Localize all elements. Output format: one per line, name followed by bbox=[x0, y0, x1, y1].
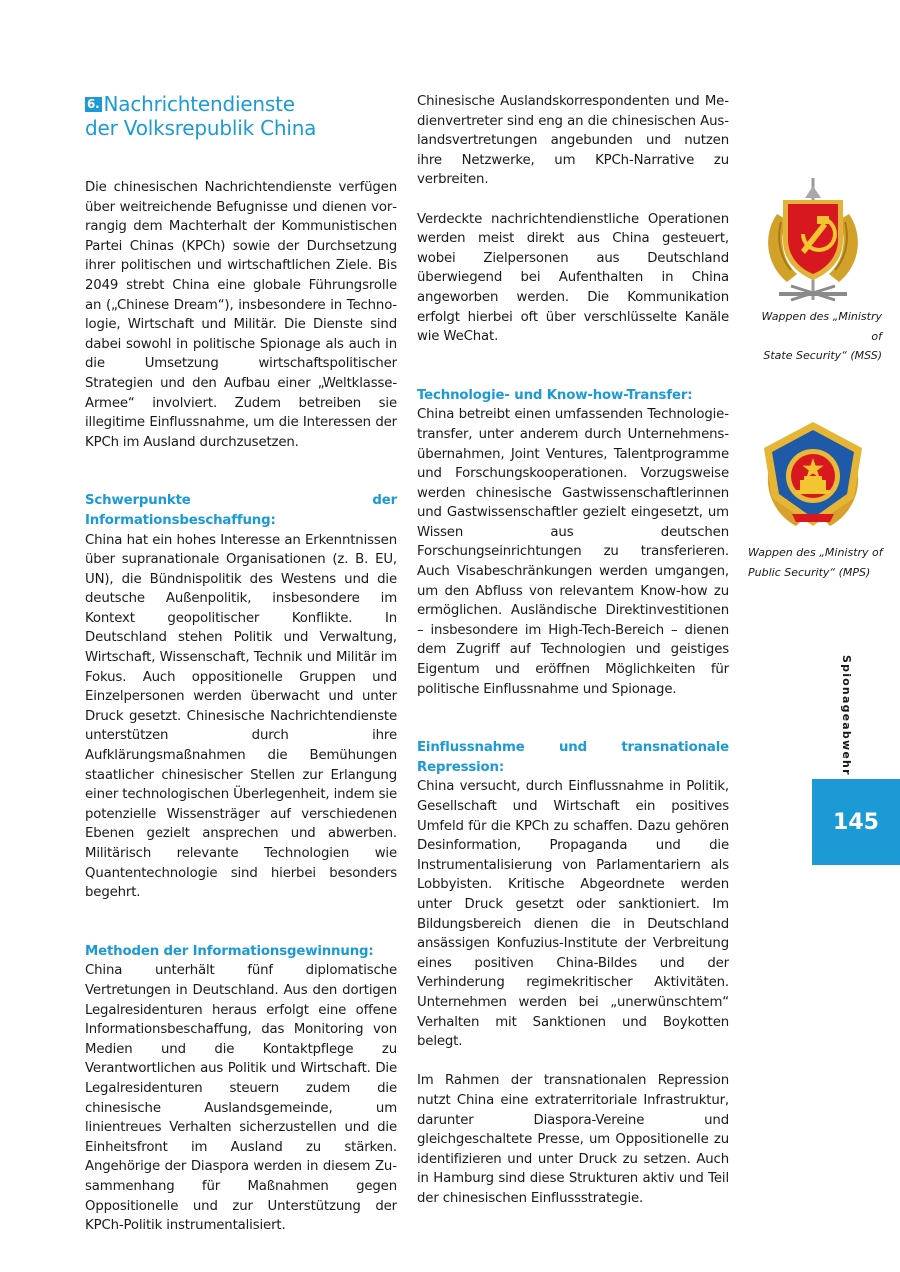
subheading-technologietransfer: Technologie- und Know-how-Transfer: bbox=[417, 387, 693, 403]
mps-caption-line2: Public Security“ (MPS) bbox=[748, 565, 871, 579]
paragraph-schwerpunkte: China hat ein hohes Interesse an Erkenntnissen über supranationale Organisationen (z. B. EU, UN), die Bündnispolitik des Westens und die deutsche Außenpolitik, insbesondere im Kontext geopolitischer Konflikte. In Deutschland stehen Politik und Verwaltung, Wirtschaft, Wissenschaft, Technik und Militär im Fokus. Auch oppositionelle Gruppen und Einzelpersonen werden überwacht und unter Druck gesetzt. Chinesische Nachrichtendienste unterstützen durch ihre Aufklärungsmaßnahmen die Bemühungen staatlicher chinesischer Stellen zur Erlangung einer technologischen Überlegenheit, indem sie potenzielle Wissensträger auf verschiedenen Ebenen gezielt ansprechen und abwerben. Militärisch relevante Technologien wie Quantentechnologie sind hierbei besonders begehrt. bbox=[85, 532, 397, 901]
paragraph-einflussnahme: China versucht, durch Einflussnahme in Politik, Gesellschaft und Wirtschaft ein positives Umfeld für die KPCh zu schaffen. Dazu gehören Desinformation, Propaganda und die Instrumentalisierung von Parlamentariern als Lobbyisten. Kritische Abgeordnete werden unter Druck gesetzt oder sanktioniert. Im Bildungsbereich dienen die in Deutschland ansässigen Konfuzius-Institute der Verbreitung eines positiven China-Bildes und der Verhinderung regimekritischer Aktivitäten. Unternehmen werden bei „unerwünschtem“ Verhalten mit Sanktionen und Boykotten belegt. bbox=[417, 779, 729, 1050]
mps-emblem-icon bbox=[758, 418, 868, 532]
section-title-line2: der Volksrepublik China bbox=[85, 116, 317, 140]
paragraph-methoden: China unterhält fünf diplomatische Vertretungen in Deutschland. Aus den dortigen Legalresidenturen heraus erfolgt eine offene Informationsbeschaffung, das Monitoring von Medien und die Kontaktpflege zu Verantwortlichen aus Politik und Wirtschaft. Die Legalresidenturen steuern zudem die chinesische Auslandsgemeinde, um linientreues Verhalten sicherzustellen und die Einheitsfront im Ausland zu stärken. Angehörige der Diaspora werden in diesem Zusammenhang für Maßnahmen gegen Oppositionelle und zur Unterstützung der KPCh-Politik instrumentalisiert. bbox=[85, 963, 397, 1234]
mps-caption-line1: Wappen des „Ministry of bbox=[748, 546, 883, 559]
page-number: 145 bbox=[812, 779, 900, 865]
paragraph-repression: Im Rahmen der transnationalen Repression nutzt China eine extraterritoriale Infrastruktur, darunter Diaspora-Vereine und gleichgeschaltete Presse, um Oppositionelle zu identifizieren und unter Druck zu setzen. Auch in Hamburg sind diese Strukturen aktiv und Teil der chinesischen Einflussstrategie. bbox=[417, 1073, 729, 1206]
mss-caption bbox=[752, 307, 882, 366]
intro-paragraph: Die chinesischen Nachrichtendienste verfügen über weitreichende Befugnisse und dienen vorrangig dem Machterhalt der Kommunistischen Partei Chinas (KPCh) sowie der Durchsetzung ihrer politischen und wirtschaftlichen Ziele. Bis 2049 strebt China eine globale Führungsrolle an („Chinese Dream“), insbesondere in Technologie, Wirtschaft und Militär. Die Dienste sind dabei sowohl in politische Spionage als auch in die Umsetzung wirtschaftspolitischer Strategien und den Aufbau einer „Weltklasse-Armee“ involviert. Zudem betreiben sie illegitime Einflussnahme, um die Interessen der KPCh im Ausland durchzusetzen. bbox=[85, 180, 397, 450]
section-title-line1: Nachrichtendienste bbox=[103, 92, 295, 116]
mss-caption-line1: Wappen des „Ministry of bbox=[761, 310, 882, 343]
section-number-badge: 6. bbox=[87, 97, 100, 111]
paragraph-verdeckte-operationen: Verdeckte nachrichtendienstliche Operationen werden meist direkt aus China gesteuert, wobei Zielpersonen aus Deutschland überwiegend bei Aufenthalten in China angeworben werden. Die Kommunikation erfolgt hierbei oft über verschlüsselte Kanäle wie WeChat. bbox=[417, 211, 729, 345]
paragraph-korrespondenten: Chinesische Auslandskorrespondenten und Medienvertreter sind eng an die chinesischen Auslandsvertretungen angebunden und nutzen ihre Netzwerke, um KPCh-Narrative zu verbreiten. bbox=[417, 94, 729, 188]
mss-emblem-icon bbox=[757, 176, 869, 302]
subheading-schwerpunkte: Schwerpunkte der Informationsbeschaffung: bbox=[85, 493, 397, 528]
left-column bbox=[85, 92, 397, 1236]
subheading-methoden: Methoden der Informationsgewinnung: bbox=[85, 943, 374, 959]
subheading-einflussnahme: Einflussnahme und transnationale Repression: bbox=[417, 740, 729, 775]
section-side-tab: Spionageabwehr bbox=[840, 655, 853, 776]
middle-column bbox=[417, 92, 729, 1208]
mps-caption bbox=[748, 543, 888, 582]
section-title bbox=[85, 92, 397, 140]
mss-caption-line2: State Security“ (MSS) bbox=[763, 349, 882, 363]
paragraph-technologietransfer: China betreibt einen umfassenden Technologietransfer, unter anderem durch Unternehmensübernahmen, Joint Ventures, Talentprogramme und Forschungskooperationen. Vorzugsweise werden chinesische Gastwissenschaftlerinnen und Gastwissenschaftler gezielt eingesetzt, um Wissen aus deutschen Forschungseinrichtungen zu transferieren. Auch Visabeschränkungen werden umgangen, um den Abfluss von relevantem Know-how zu ermöglichen. Ausländische Direktinvestitionen – insbesondere im High-Tech-Bereich – dienen dem Zugriff auf Technologien und geistiges Eigentum und eröffnen Möglichkeiten für politische Einflussnahme und Spionage. bbox=[417, 407, 729, 697]
